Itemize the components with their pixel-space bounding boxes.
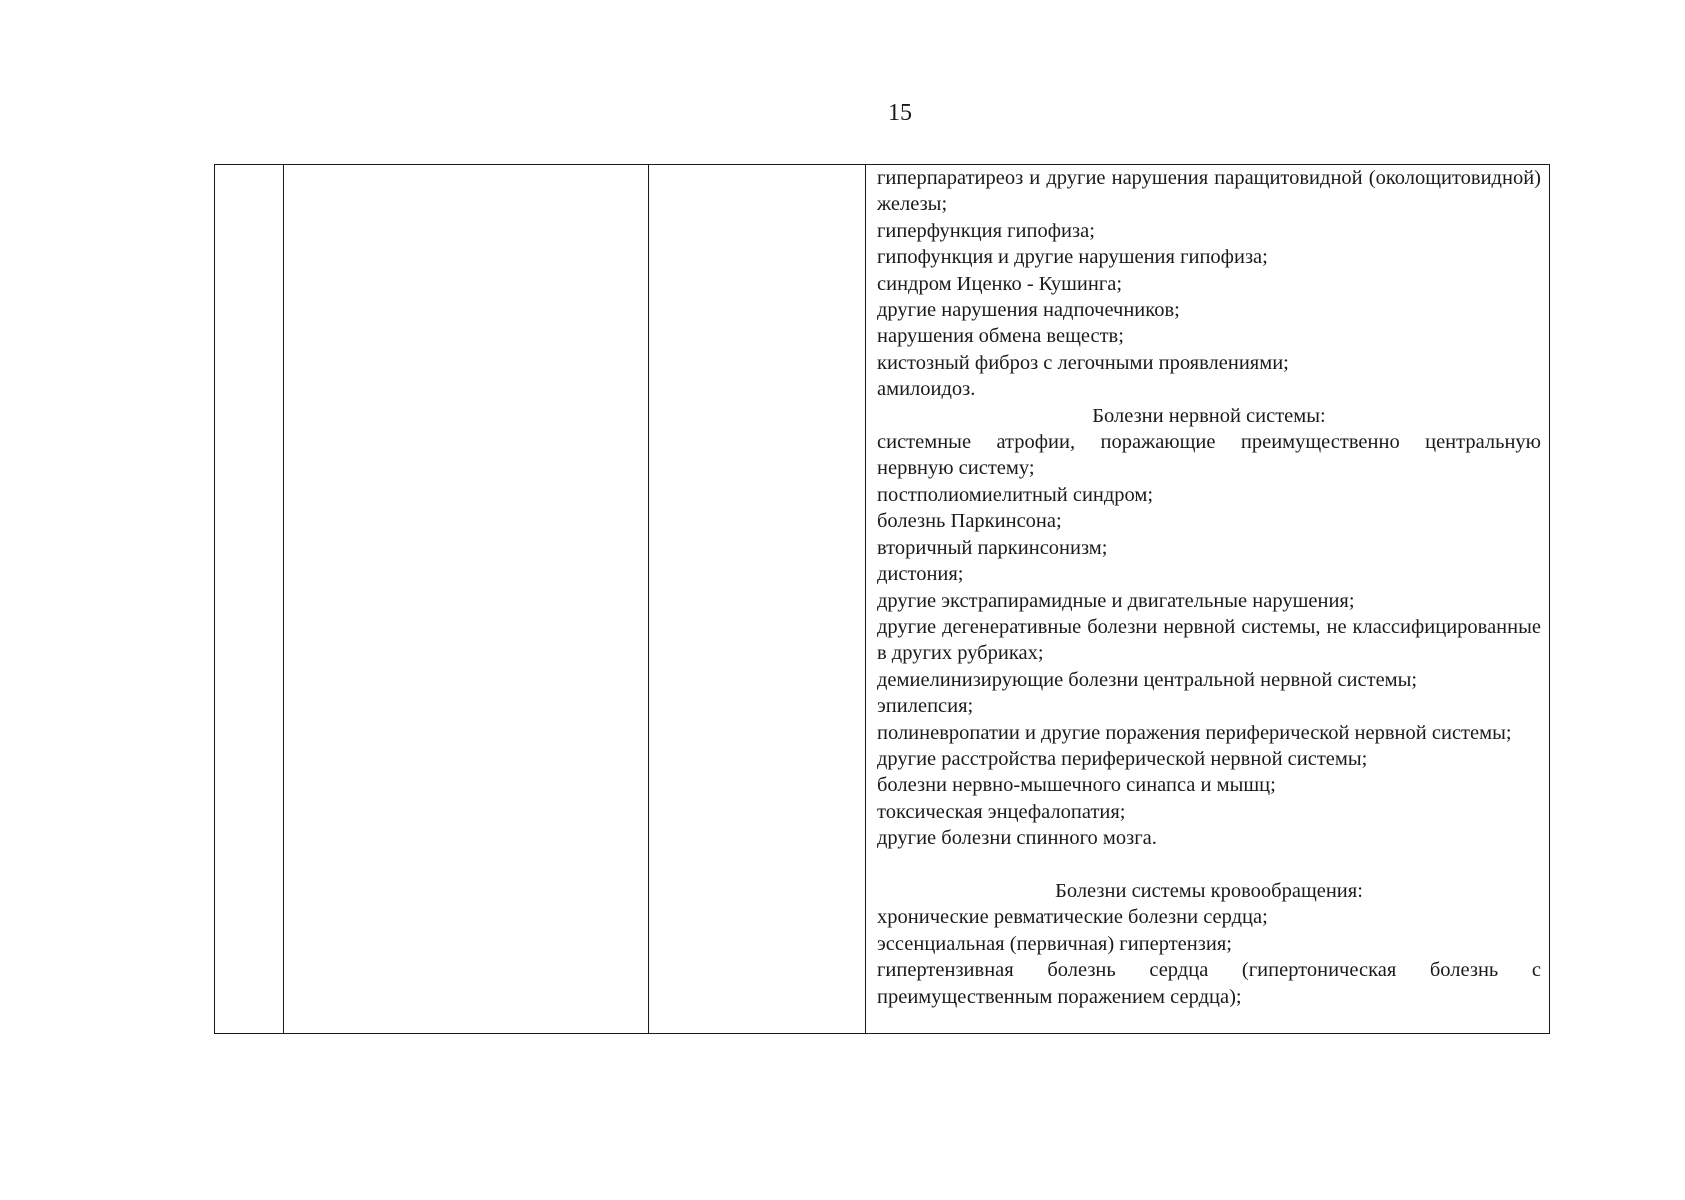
diseases-cell: [877, 165, 1541, 1010]
list-item: кистозный фиброз с легочными проявлениями;: [877, 351, 1289, 374]
list-item: полиневропатии и другие поражения периферической нервной системы;: [877, 721, 1512, 744]
list-item: другие болезни спинного мозга.: [877, 827, 1157, 850]
list-item: другие экстрапирамидные и двигательные нарушения;: [877, 589, 1355, 612]
list-item: постполиомиелитный синдром;: [877, 483, 1154, 506]
list-item: гиперфункция гипофиза;: [877, 219, 1095, 242]
list-item: хронические ревматические болезни сердца;: [877, 906, 1268, 929]
list-item: другие нарушения надпочечников;: [877, 299, 1180, 322]
list-item: болезнь Паркинсона;: [877, 510, 1062, 533]
section-heading: Болезни системы кровообращения:: [1055, 879, 1363, 902]
list-item: эпилепсия;: [877, 695, 974, 718]
spacer: [877, 852, 1541, 878]
list-item: демиелинизирующие болезни центральной нервной системы;: [877, 668, 1418, 691]
list-item: гипофункция и другие нарушения гипофиза;: [877, 246, 1268, 269]
section-heading: Болезни нервной системы:: [1092, 404, 1326, 427]
list-item: токсическая энцефалопатия;: [877, 800, 1126, 823]
list-item: другие расстройства периферической нервной системы;: [877, 747, 1368, 770]
list-item: дистония;: [877, 563, 964, 586]
list-item: гипертензивная болезнь сердца (гипертоническая болезнь с преимущественным поражением сердца);: [877, 959, 1541, 1008]
list-item: гиперпаратиреоз и другие нарушения паращитовидной (околощитовидной) железы;: [877, 167, 1541, 216]
list-item: эссенциальная (первичная) гипертензия;: [877, 932, 1232, 955]
list-item: другие дегенеративные болезни нервной системы, не классифицированные в других рубриках;: [877, 615, 1541, 665]
column-divider: [648, 165, 649, 1033]
list-item: амилоидоз.: [877, 378, 976, 401]
page-number: 15: [888, 100, 912, 126]
column-divider: [283, 165, 284, 1033]
list-item: синдром Иценко - Кушинга;: [877, 272, 1123, 295]
list-item: болезни нервно-мышечного синапса и мышц;: [877, 774, 1276, 797]
document-table: [214, 164, 1550, 1034]
list-item: нарушения обмена веществ;: [877, 325, 1124, 348]
list-item: системные атрофии, поражающие преимущественно центральную нервную систему;: [877, 431, 1541, 480]
column-divider: [865, 165, 866, 1033]
list-item: вторичный паркинсонизм;: [877, 536, 1108, 559]
